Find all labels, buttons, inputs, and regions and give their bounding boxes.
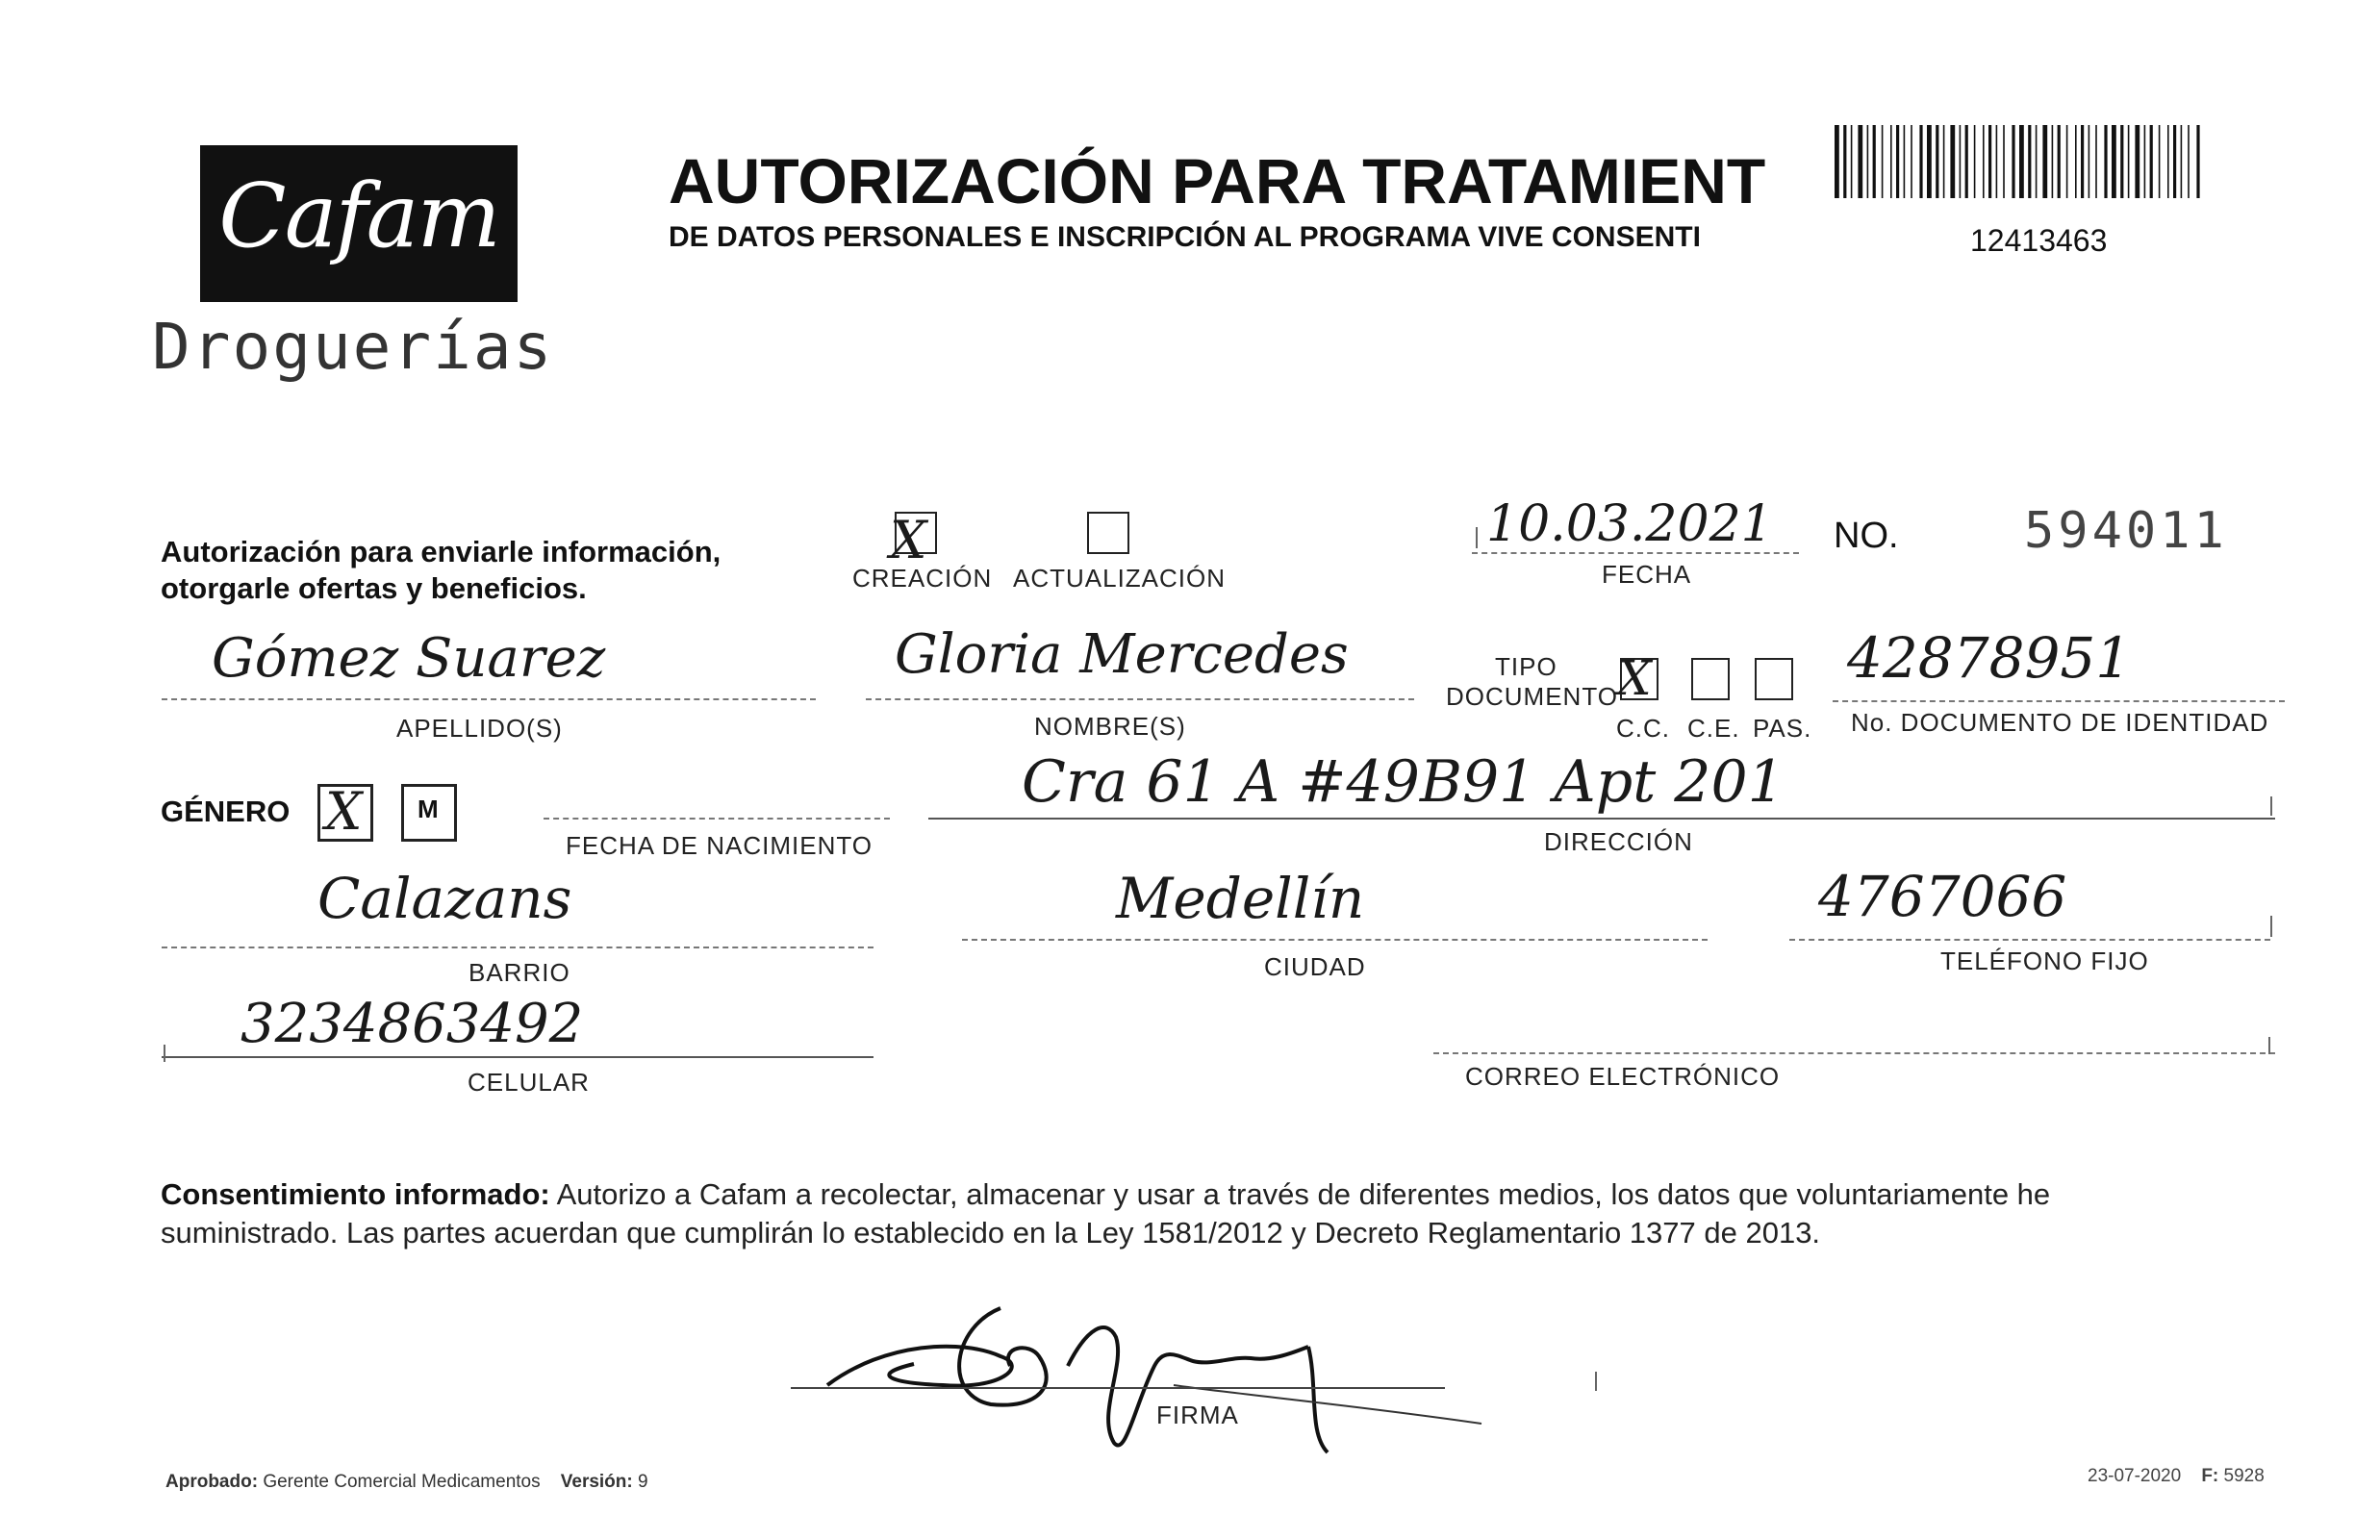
barrio-value: Calazans — [317, 866, 572, 931]
barcode-bar — [2150, 125, 2153, 198]
cc-label: C.C. — [1616, 714, 1670, 743]
tipo-documento-label-2: DOCUMENTO — [1446, 682, 1618, 711]
barcode-bar — [1911, 125, 1912, 198]
genero-m-label: M — [418, 795, 439, 823]
barcode-bar — [1858, 125, 1862, 198]
genero-f-mark: X — [325, 781, 363, 842]
fecha-label: FECHA — [1602, 560, 1692, 589]
actualizacion-label: ACTUALIZACIÓN — [1013, 564, 1227, 593]
celular-value: 3234863492 — [241, 993, 584, 1055]
barcode-bar — [2003, 125, 2005, 198]
barcode-bar — [2089, 125, 2090, 198]
barcode-bar — [1835, 125, 1839, 198]
nombres-line — [866, 698, 1414, 700]
direccion-line — [928, 818, 2275, 820]
barrio-label: BARRIO — [468, 958, 570, 987]
barcode — [1835, 125, 2206, 198]
direccion-value: Cra 61 A #49B91 Apt 201 — [1022, 748, 1785, 816]
barcode-bar — [2173, 125, 2176, 198]
ce-checkbox[interactable] — [1691, 658, 1730, 700]
cafam-logo — [200, 145, 518, 302]
form-title: AUTORIZACIÓN PARA TRATAMIENT — [669, 145, 1766, 216]
signature-line — [791, 1387, 1445, 1389]
barcode-bar — [2159, 125, 2161, 198]
pas-label: PAS. — [1753, 714, 1812, 743]
barcode-bar — [2112, 125, 2116, 198]
tipo-documento-label-1: TIPO — [1495, 652, 1557, 681]
barcode-bar — [1890, 125, 1892, 198]
barcode-bar — [2052, 125, 2054, 198]
apellidos-line — [162, 698, 816, 700]
correo-line — [1433, 1052, 2275, 1054]
scan-tick — [2270, 796, 2272, 816]
barcode-bar — [1882, 125, 1884, 198]
footer-approved-label: Aprobado: — [165, 1472, 259, 1492]
barcode-bar — [2012, 125, 2014, 198]
number-value: 594011 — [2024, 502, 2228, 560]
barcode-bar — [2081, 125, 2084, 198]
nombres-label: NOMBRE(S) — [1034, 712, 1186, 741]
fecha-nacimiento-line — [544, 818, 890, 820]
consent-line-1 — [161, 1177, 2050, 1212]
barcode-bar — [2042, 125, 2047, 198]
footer-approved-by: Gerente Comercial Medicamentos — [263, 1472, 541, 1492]
barcode-bar — [2019, 125, 2024, 198]
scan-tick — [164, 1045, 165, 1062]
barcode-bar — [1867, 125, 1869, 198]
fecha-value: 10.03.2021 — [1486, 495, 1773, 553]
barcode-bar — [2058, 125, 2061, 198]
barcode-bar — [1919, 125, 1922, 198]
footer-date: 23-07-2020 — [2088, 1466, 2182, 1486]
barcode-bar — [2144, 125, 2146, 198]
consent-text-1: Autorizo a Cafam a recolectar, almacenar y usar a través de diferentes medios, los datos que voluntariamente he — [556, 1177, 2051, 1211]
intro-line-2: otorgarle ofertas y beneficios. — [161, 571, 587, 605]
barcode-bar — [2167, 125, 2169, 198]
scan-tick — [2270, 916, 2272, 937]
barcode-bar — [1943, 125, 1945, 198]
barrio-line — [162, 947, 874, 948]
barcode-bar — [2036, 125, 2038, 198]
barcode-bar — [2181, 125, 2183, 198]
footer-form-code: 5928 — [2223, 1466, 2265, 1486]
consent-text-2: suministrado. Las partes acuerdan que cumplirán lo establecido en la Ley 1581/2012 y Decreto Reglamentario 1377 de 2013. — [161, 1216, 1821, 1250]
genero-label: GÉNERO — [161, 795, 291, 828]
footer-right — [2088, 1466, 2265, 1487]
brand-subtitle: Droguerías — [152, 310, 554, 384]
barcode-bar — [2028, 125, 2031, 198]
documento-label: No. DOCUMENTO DE IDENTIDAD — [1851, 708, 2269, 737]
barcode-bar — [1851, 125, 1853, 198]
documento-line — [1833, 700, 2285, 702]
celular-line — [162, 1056, 874, 1058]
barcode-bar — [1974, 125, 1976, 198]
nombres-value: Gloria Mercedes — [895, 623, 1349, 686]
telefono-line — [1789, 939, 2270, 941]
ciudad-line — [962, 939, 1708, 941]
barcode-bar — [2196, 125, 2199, 198]
barcode-bar — [2095, 125, 2097, 198]
barcode-bar — [1988, 125, 1991, 198]
ciudad-value: Medellín — [1116, 866, 1365, 931]
barcode-bar — [2104, 125, 2107, 198]
direccion-label: DIRECCIÓN — [1544, 827, 1693, 856]
barcode-bar — [2128, 125, 2130, 198]
barcode-bar — [1996, 125, 1998, 198]
pas-checkbox[interactable] — [1755, 658, 1793, 700]
actualizacion-checkbox[interactable] — [1087, 512, 1129, 554]
barcode-bar — [2075, 125, 2077, 198]
barcode-bar — [1904, 125, 1906, 198]
scan-tick — [1595, 1372, 1597, 1391]
signature-drawing — [808, 1250, 1501, 1472]
barcode-bar — [2135, 125, 2139, 198]
fecha-line — [1472, 552, 1799, 554]
cc-mark: X — [1617, 650, 1652, 706]
intro-line-1: Autorización para enviarle información, — [161, 535, 722, 568]
consent-heading: Consentimiento informado: — [161, 1177, 550, 1211]
documento-value: 42878951 — [1847, 625, 2132, 691]
creacion-mark: X — [890, 510, 927, 570]
form-subtitle: DE DATOS PERSONALES E INSCRIPCIÓN AL PROGRAMA VIVE CONSENTI — [669, 221, 1701, 253]
ce-label: C.E. — [1687, 714, 1740, 743]
barcode-bar — [2120, 125, 2123, 198]
barcode-number: 12413463 — [1970, 223, 2108, 258]
scan-tick — [2268, 1037, 2270, 1054]
barcode-bar — [1896, 125, 1899, 198]
barcode-bar — [1960, 125, 1962, 198]
footer-version: 9 — [638, 1472, 648, 1492]
barcode-bar — [1843, 125, 1846, 198]
number-label: NO. — [1834, 516, 1899, 556]
barcode-bar — [1983, 125, 1985, 198]
signature-label: FIRMA — [1156, 1401, 1239, 1429]
apellidos-value: Gómez Suarez — [212, 627, 606, 690]
barcode-bar — [2066, 125, 2068, 198]
barcode-bar — [1950, 125, 1955, 198]
logo-text: Cafam — [218, 164, 499, 267]
correo-label: CORREO ELECTRÓNICO — [1465, 1062, 1781, 1091]
footer-version-label: Versión: — [560, 1472, 633, 1492]
footer-approved — [165, 1472, 648, 1493]
ciudad-label: CIUDAD — [1264, 952, 1366, 981]
creacion-label: CREACIÓN — [852, 564, 993, 593]
barcode-bar — [1927, 125, 1932, 198]
footer-form-label: F: — [2201, 1466, 2219, 1486]
barcode-bar — [2188, 125, 2190, 198]
barcode-bar — [1965, 125, 1968, 198]
apellidos-label: APELLIDO(S) — [396, 714, 563, 743]
barcode-bar — [1873, 125, 1876, 198]
fecha-nacimiento-label: FECHA DE NACIMIENTO — [566, 831, 874, 860]
scan-tick — [1476, 527, 1478, 548]
telefono-value: 4767066 — [1818, 864, 2067, 929]
telefono-label: TELÉFONO FIJO — [1940, 947, 2149, 975]
celular-label: CELULAR — [468, 1068, 590, 1097]
barcode-bar — [1936, 125, 1938, 198]
